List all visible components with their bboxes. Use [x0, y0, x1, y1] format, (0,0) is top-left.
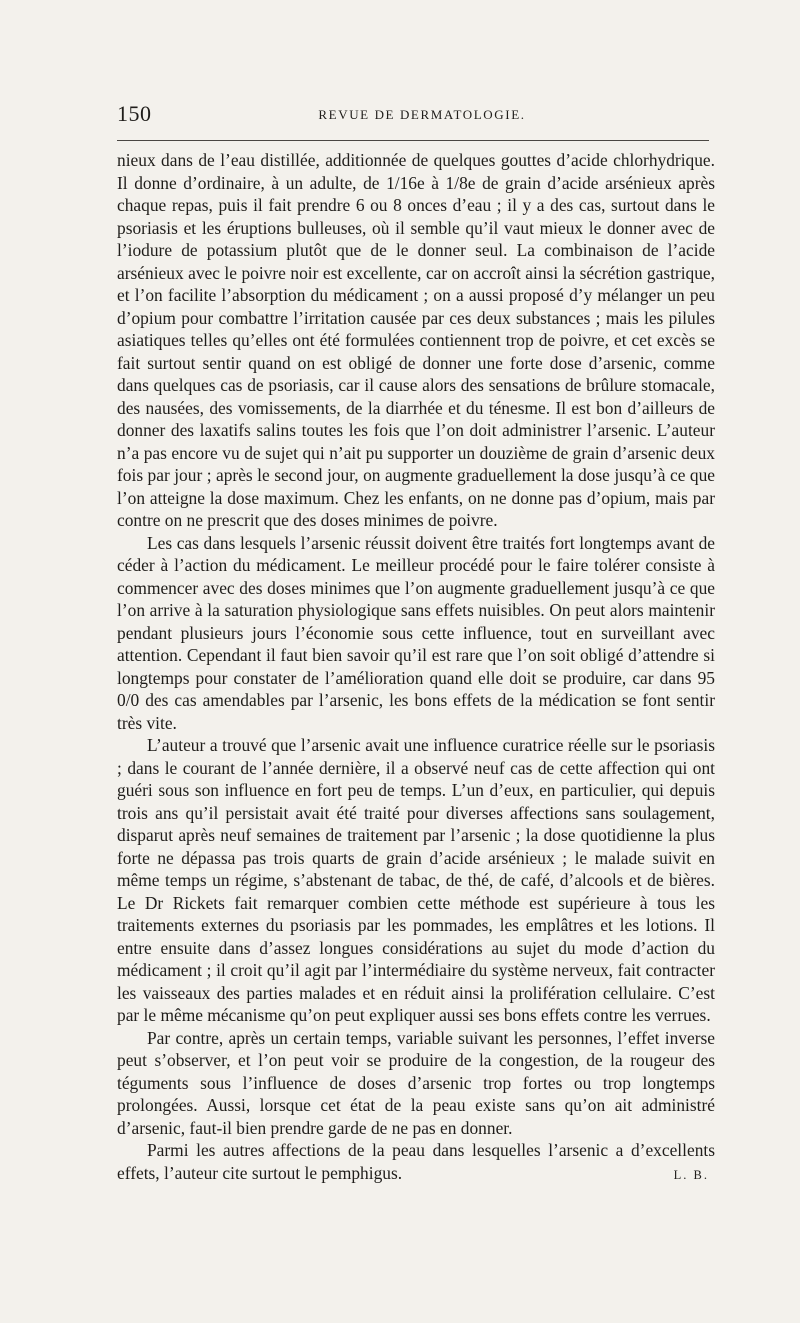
header-rule: [117, 140, 709, 141]
paragraph-5: [117, 1139, 715, 1184]
article-body: [117, 149, 715, 1186]
page-number: 150: [117, 101, 152, 126]
paragraph-4: Par contre, après un certain temps, variable suivant les personnes, l’effet inverse peut s’observer, et l’on peut voir se produire de la congestion, de la rougeur des téguments sous l’influence de doses d’arsenic trop fortes ou trop longtemps prolongées. Aussi, lorsque cet état de la peau existe sans qu’on ait administré d’arsenic, faut-il bien prendre garde de ne pas en donner.: [117, 1027, 715, 1138]
paragraph-2: Les cas dans lesquels l’arsenic réussit doivent être traités fort longtemps avant de céder à l’action du médicament. Le meilleur procédé pour le faire tolérer consiste à commencer avec des doses minimes que l’on augmente graduellement jusqu’à ce que l’on arrive à la saturation physiologique sans effets nuisibles. On peut alors maintenir pendant plusieurs jours l’économie sous cette influence, tout en surveillant avec attention. Cependant il faut bien savoir qu’il est rare que l’on soit obligé d’attendre si longtemps pour constater de l’amélioration quand elle doit se produire, car dans 95 0/0 des cas amendables par l’arsenic, les bons effets de la médication se font sentir très vite.: [117, 532, 715, 733]
paragraph-1: nieux dans de l’eau distillée, additionnée de quelques gouttes d’acide chlorhydrique. Il donne d’ordinaire, à un adulte, de 1/16e à 1/8e de grain d’acide arsénieux après chaque repas, puis il fait prendre 6 ou 8 onces d’eau ; il y a des cas, surtout dans le psoriasis et les éruptions bulleuses, où il semble qu’il vaut mieux le donner avec de l’iodure de potassium plutôt que de le donner seul. La combinaison de l’acide arsénieux avec le poivre noir est excellente, car on accroît ainsi la sécrétion gastrique, et l’on facilite l’absorption du médicament ; on a aussi proposé d’y mélanger un peu d’opium pour combattre l’irritation causée par ces deux substances ; mais les pilules asiatiques telles qu’elles ont été formulées contiennent trop de poivre, et cet excès se fait surtout sentir quand on est obligé de donner une forte dose d’arsenic, comme dans quelques cas de psoriasis, car il cause alors des sensations de brûlure stomacale, des nausées, des vomissements, de la diarrhée et du ténesme. Il est bon d’ailleurs de donner des laxatifs salins toutes les fois que l’on doit administrer l’arsenic. L’auteur n’a pas encore vu de sujet qui n’ait pu supporter un douzième de grain d’arsenic deux fois par jour ; après le second jour, on augmente graduellement la dose jusqu’à ce que l’on atteigne la dose maximum. Chez les enfants, on ne donne pas d’opium, mais par contre on ne prescrit que des doses minimes de poivre.: [117, 150, 715, 530]
author-signature: L. B.: [673, 1167, 709, 1182]
running-head: [117, 101, 699, 127]
journal-title: REVUE DE DERMATOLOGIE.: [318, 107, 526, 122]
paragraph-5-text: Parmi les autres affections de la peau dans lesquelles l’arsenic a d’excellents effets, l’auteur cite surtout le pemphigus.: [117, 1140, 715, 1183]
paragraph-3: L’auteur a trouvé que l’arsenic avait une influence curatrice réelle sur le psoriasis ; dans le courant de l’année dernière, il a observé neuf cas de cette affection qui ont guéri sous son influence en fort peu de temps. L’un d’eux, en particulier, qui depuis trois ans qu’il persistait avait été traité pour diverses affections sans soulagement, disparut après neuf semaines de traitement par l’arsenic ; la dose quotidienne la plus forte ne dépassa pas trois quarts de grain d’acide arsénieux ; le malade suivit en même temps un régime, s’abstenant de tabac, de thé, de café, d’alcools et de bières. Le Dr Rickets fait remarquer combien cette méthode est supérieure à tous les traitements externes du psoriasis par les pommades, les emplâtres et les lotions. Il entre ensuite dans d’assez longues considérations au sujet du mode d’action du médicament ; il croit qu’il agit par l’intermédiaire du système nerveux, fait contracter les vaisseaux des parties malades et en réduit ainsi la prolifération cellulaire. C’est par le même mécanisme qu’on peut expliquer aussi ses bons effets contre les verrues.: [117, 735, 715, 1025]
